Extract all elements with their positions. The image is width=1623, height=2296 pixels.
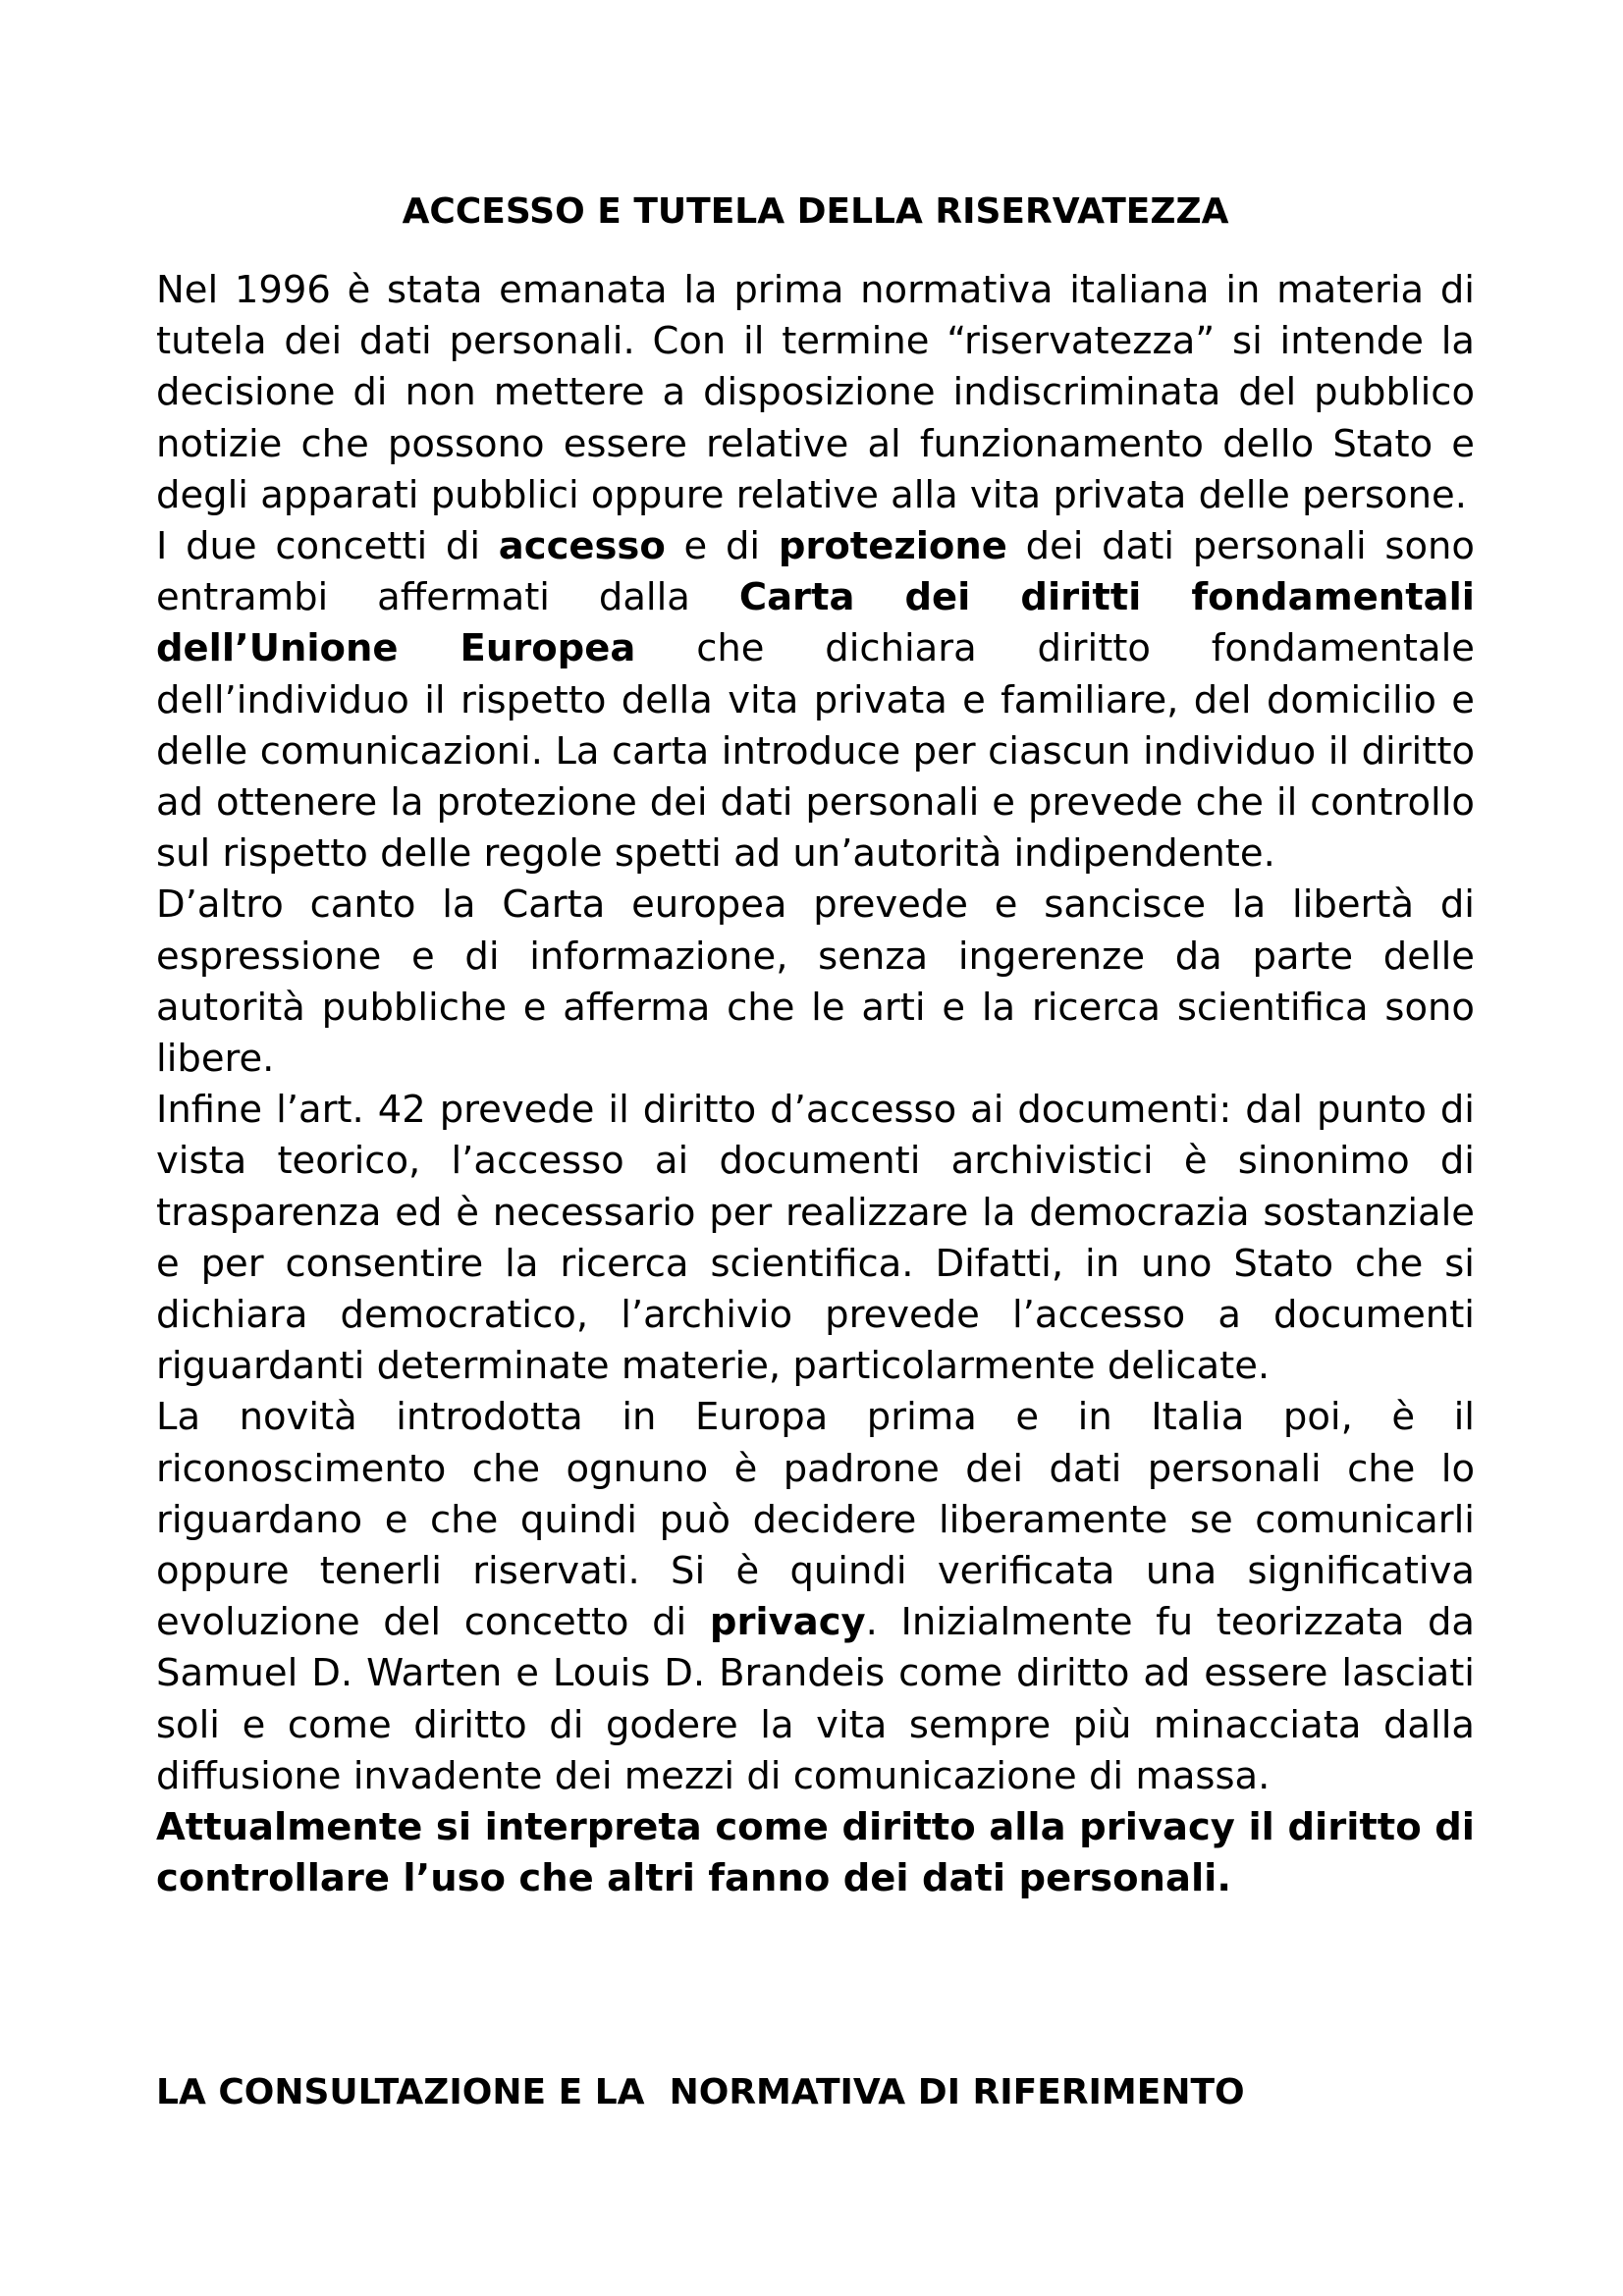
paragraph-freedom-expression [156, 880, 1475, 1085]
paragraph-art-42 [156, 1085, 1475, 1392]
paragraph-text: Nel 1996 è stata emanata la prima normativa italiana in materia di tutela dei dati personali. Con il termine “riservatezza” si intende la decisione di non mettere a disposizione indiscriminata del pubblico notizie che possono essere relative al funzionamento dello Stato e degli apparati pubblici oppure relative alla vita privata delle persone. [156, 268, 1475, 517]
bold-term-privacy: privacy [709, 1600, 866, 1645]
bold-term-carta-diritti: Carta dei diritti fondamentali dell’Unione Europea [156, 575, 1475, 671]
document-body [156, 265, 1475, 1905]
paragraph-text: . Inizialmente fu teorizzata da Samuel D. Warten e Louis D. Brandeis come diritto ad essere lasciati soli e come diritto di godere la vita sempre più minacciata dalla diffusione invadente dei mezzi di comunicazione di massa. [156, 1600, 1475, 1798]
paragraph-privacy-evolution [156, 1392, 1475, 1802]
paragraph-text: D’altro canto la Carta europea prevede e sancisce la libertà di espressione e di informazione, senza ingerenze da parte delle autorità pubbliche e afferma che le arti e la ricerca scientifica sono libere. [156, 882, 1475, 1082]
paragraph-privacy-law-1996 [156, 265, 1475, 521]
paragraph-text: I due concetti di [156, 524, 499, 569]
bold-term-protezione: protezione [778, 524, 1007, 569]
paragraph-access-protection [156, 521, 1475, 880]
paragraph-privacy-definition [156, 1802, 1475, 1904]
paragraph-text: che dichiara diritto fondamentale dell’individuo il rispetto della vita privata e familiare, del domicilio e delle comunicazioni. La carta introduce per ciascun individuo il diritto ad ottenere la protezione dei dati personali e prevede che il controllo sul rispetto delle regole spetti ad un’autorità indipendente. [156, 626, 1475, 877]
paragraph-text: La novità introdotta in Europa prima e in Italia poi, è il riconoscimento che ognuno è padrone dei dati personali che lo riguardano e che quindi può decidere liberamente se comunicarli oppure tenerli riservati. Si è quindi verificata una significativa evoluzione del concetto di [156, 1395, 1475, 1645]
paragraph-text: Infine l’art. 42 prevede il diritto d’accesso ai documenti: dal punto di vista teorico, l’accesso ai documenti archivistici è sinonimo di trasparenza ed è necessario per realizzare la democrazia sostanziale e per consentire la ricerca scientifica. Difatti, in uno Stato che si dichiara democratico, l’archivio prevede l’accesso a documenti riguardanti determinate materie, particolarmente delicate. [156, 1088, 1475, 1389]
paragraph-text: Attualmente si interpreta come diritto alla privacy il diritto di controllare l’uso che altri fanno dei dati personali. [156, 1805, 1475, 1901]
paragraph-text: dei dati personali sono entrambi affermati dalla [156, 524, 1475, 620]
section-heading: LA CONSULTAZIONE E LA NORMATIVA DI RIFERIMENTO [156, 2072, 1245, 2112]
document-title: ACCESSO E TUTELA DELLA RISERVATEZZA [402, 191, 1229, 232]
paragraph-text: e di [665, 524, 779, 569]
bold-term-accesso: accesso [498, 524, 666, 569]
